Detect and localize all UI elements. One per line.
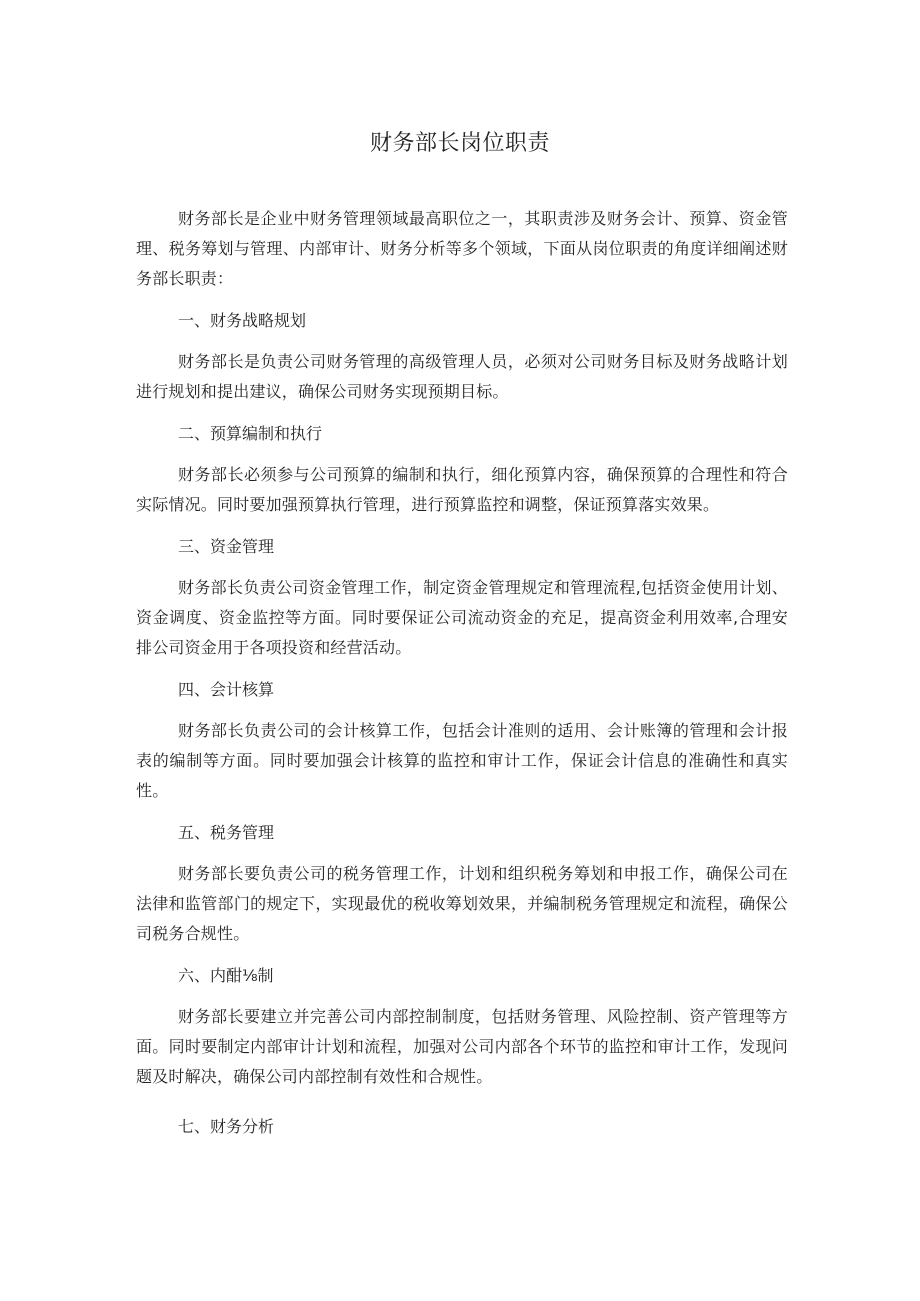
document-body: [136, 204, 788, 1142]
section-7: [136, 1112, 788, 1142]
section-body: 财务部长是负责公司财务管理的高级管理人员，必须对公司财务目标及财务战略计划进行规划和提出建议，确保公司财务实现预期目标。: [136, 352, 788, 401]
intro-paragraph: 财务部长是企业中财务管理领域最高职位之一，其职责涉及财务会计、预算、资金管理、税务筹划与管理、内部审计、财务分析等多个领域，下面从岗位职责的角度详细阐述财务部长职责：: [136, 209, 788, 288]
section-heading: 四、会计核算: [178, 680, 275, 699]
section-heading: 五、税务管理: [178, 823, 275, 842]
section-6: [136, 961, 788, 1092]
section-1: [136, 306, 788, 407]
page-title: 财务部长岗位职责: [369, 131, 550, 156]
section-body: 财务部长负责公司资金管理工作，制定资金管理规定和管理流程,包括资金使用计划、资金调度、资金监控等方面。同时要保证公司流动资金的充足，提高资金利用效率,合理安排公司资金用于各项投资和经营活动。: [136, 578, 788, 657]
section-2: [136, 419, 788, 520]
section-body: 财务部长要负责公司的税务管理工作，计划和组织税务筹划和申报工作，确保公司在法律和监管部门的规定下，实现最优的税收筹划效果，并编制税务管理规定和流程，确保公司税务合规性。: [136, 864, 788, 943]
section-4: [136, 675, 788, 806]
section-heading: 三、资金管理: [178, 537, 275, 556]
section-body: 财务部长要建立并完善公司内部控制制度，包括财务管理、风险控制、资产管理等方面。同时要制定内部审计计划和流程，加强对公司内部各个环节的监控和审计工作，发现问题及时解决，确保公司内部控制有效性和合规性。: [136, 1007, 788, 1086]
section-heading: 二、预算编制和执行: [178, 424, 323, 443]
section-body: 财务部长负责公司的会计核算工作，包括会计准则的适用、会计账簿的管理和会计报表的编制等方面。同时要加强会计核算的监控和审计工作，保证会计信息的准确性和真实性。: [136, 721, 788, 800]
section-heading: 七、财务分析: [178, 1117, 275, 1136]
section-3: [136, 532, 788, 663]
section-heading: 六、内酣⅛制: [178, 966, 274, 985]
section-body: 财务部长必须参与公司预算的编制和执行，细化预算内容，确保预算的合理性和符合实际情况。同时要加强预算执行管理，进行预算监控和调整，保证预算落实效果。: [136, 465, 788, 514]
section-5: [136, 818, 788, 949]
section-heading: 一、财务战略规划: [178, 311, 307, 330]
